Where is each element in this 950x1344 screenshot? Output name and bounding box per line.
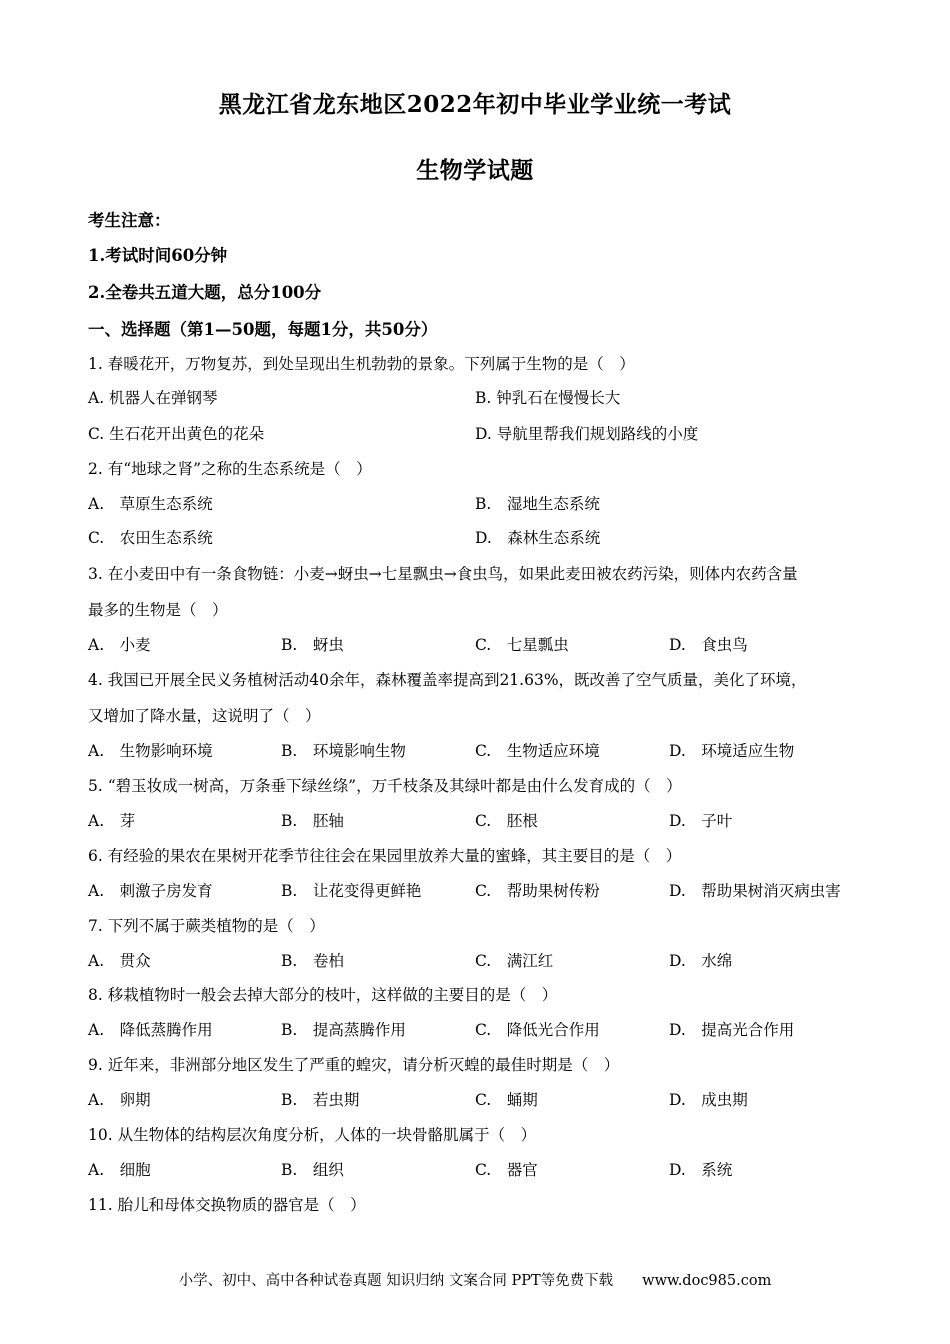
exam-subtitle: 生物学试题 (416, 157, 534, 184)
question-2-options-row-1 (88, 492, 888, 514)
question-10-options (88, 1158, 888, 1180)
section-heading: 一、选择题（第1—50题，每题1分，共50分） (88, 320, 438, 339)
question-5-stem: 5. “碧玉妆成一树高，万条垂下绿丝绦”，万千枝条及其绿叶都是由什么发育成的（ ） (88, 777, 682, 795)
question-5-options (88, 809, 888, 831)
question-9-option-b: B. 若虫期 (281, 1091, 360, 1109)
notice-item-2: 2.全卷共五道大题，总分100分 (88, 283, 322, 302)
question-4-stem-cont: 又增加了降水量，这说明了（ ） (88, 707, 321, 725)
question-6-option-d: D. 帮助果树消灭病虫害 (669, 882, 841, 900)
question-6-option-b: B. 让花变得更鲜艳 (281, 882, 422, 900)
question-10-option-b: B. 组织 (281, 1161, 344, 1179)
question-5-option-c: C. 胚根 (475, 812, 538, 830)
question-10-option-a: A. 细胞 (88, 1161, 151, 1179)
question-10-option-d: D. 系统 (669, 1161, 733, 1179)
question-3-stem: 3. 在小麦田中有一条食物链：小麦→蚜虫→七星飘虫→食虫鸟，如果此麦田被农药污染，则体内农药含量 (88, 565, 798, 583)
question-4-option-a: A. 生物影响环境 (88, 742, 213, 760)
question-7-option-c: C. 满江红 (475, 952, 554, 970)
question-2-option-c: C. 农田生态系统 (88, 529, 213, 547)
question-1-option-b: B. 钟乳石在慢慢长大 (475, 389, 621, 407)
question-5-option-b: B. 胚轴 (281, 812, 344, 830)
question-4-stem: 4. 我国已开展全民义务植树活动40余年，森林覆盖率提高到21.63%，既改善了空气质量，美化了环境， (88, 671, 807, 689)
question-3-options (88, 633, 888, 655)
question-1-options-row-2 (88, 422, 888, 444)
question-3-option-a: A. 小麦 (88, 636, 151, 654)
question-9-options (88, 1088, 888, 1110)
question-2-option-d: D. 森林生态系统 (475, 529, 601, 547)
notice-heading: 考生注意： (88, 211, 171, 230)
question-9-option-d: D. 成虫期 (669, 1091, 748, 1109)
exam-title: 黑龙江省龙东地区2022年初中毕业学业统一考试 (218, 91, 732, 118)
question-3-option-b: B. 蚜虫 (281, 636, 344, 654)
question-8-option-c: C. 降低光合作用 (475, 1021, 600, 1039)
question-7-option-a: A. 贯众 (88, 952, 151, 970)
footer-watermark: 小学、初中、高中各种试卷真题 知识归纳 文案合同 PPT等免费下载 www.doc985.com (178, 1273, 772, 1289)
question-2-options-row-2 (88, 526, 888, 548)
question-6-option-a: A. 刺激子房发育 (88, 882, 213, 900)
question-7-option-b: B. 卷柏 (281, 952, 344, 970)
question-1-option-a: A. 机器人在弹钢琴 (88, 389, 218, 407)
question-4-options (88, 739, 888, 761)
question-6-options (88, 879, 888, 901)
notice-item-1: 1.考试时间60分钟 (88, 246, 228, 265)
question-10-option-c: C. 器官 (475, 1161, 538, 1179)
question-3-option-c: C. 七星瓢虫 (475, 636, 569, 654)
question-8-options (88, 1018, 888, 1040)
question-11-stem: 11. 胎儿和母体交换物质的器官是（ ） (88, 1196, 366, 1214)
question-7-stem: 7. 下列不属于蕨类植物的是（ ） (88, 917, 325, 935)
question-7-option-d: D. 水绵 (669, 952, 733, 970)
question-3-option-d: D. 食虫鸟 (669, 636, 748, 654)
question-1-option-c: C. 生石花开出黄色的花朵 (88, 425, 265, 443)
question-9-stem: 9. 近年来，非洲部分地区发生了严重的蝗灾，请分析灭蝗的最佳时期是（ ） (88, 1056, 620, 1074)
question-9-option-c: C. 蛹期 (475, 1091, 538, 1109)
question-7-options (88, 949, 888, 971)
question-1-stem: 1. 春暖花开，万物复苏，到处呈现出生机勃勃的景象。下列属于生物的是（ ） (88, 355, 635, 373)
question-6-stem: 6. 有经验的果农在果树开花季节往往会在果园里放养大量的蜜蜂，其主要目的是（ ） (88, 847, 682, 865)
question-8-stem: 8. 移栽植物时一般会去掉大部分的枝叶，这样做的主要目的是（ ） (88, 986, 558, 1004)
question-2-option-a: A. 草原生态系统 (88, 495, 213, 513)
question-10-stem: 10. 从生物体的结构层次角度分析，人体的一块骨骼肌属于（ ） (88, 1126, 537, 1144)
question-9-option-a: A. 卵期 (88, 1091, 151, 1109)
question-4-option-d: D. 环境适应生物 (669, 742, 795, 760)
question-6-option-c: C. 帮助果树传粉 (475, 882, 600, 900)
question-4-option-b: B. 环境影响生物 (281, 742, 406, 760)
question-5-option-a: A. 芽 (88, 812, 136, 830)
question-4-option-c: C. 生物适应环境 (475, 742, 600, 760)
question-2-stem: 2. 有“地球之肾”之称的生态系统是（ ） (88, 460, 372, 478)
question-3-stem-cont: 最多的生物是（ ） (88, 601, 228, 619)
question-1-options-row-1 (88, 386, 888, 408)
question-8-option-d: D. 提高光合作用 (669, 1021, 795, 1039)
question-2-option-b: B. 湿地生态系统 (475, 495, 600, 513)
question-5-option-d: D. 子叶 (669, 812, 733, 830)
question-1-option-d: D. 导航里帮我们规划路线的小度 (475, 425, 699, 443)
question-8-option-b: B. 提高蒸腾作用 (281, 1021, 406, 1039)
question-8-option-a: A. 降低蒸腾作用 (88, 1021, 213, 1039)
